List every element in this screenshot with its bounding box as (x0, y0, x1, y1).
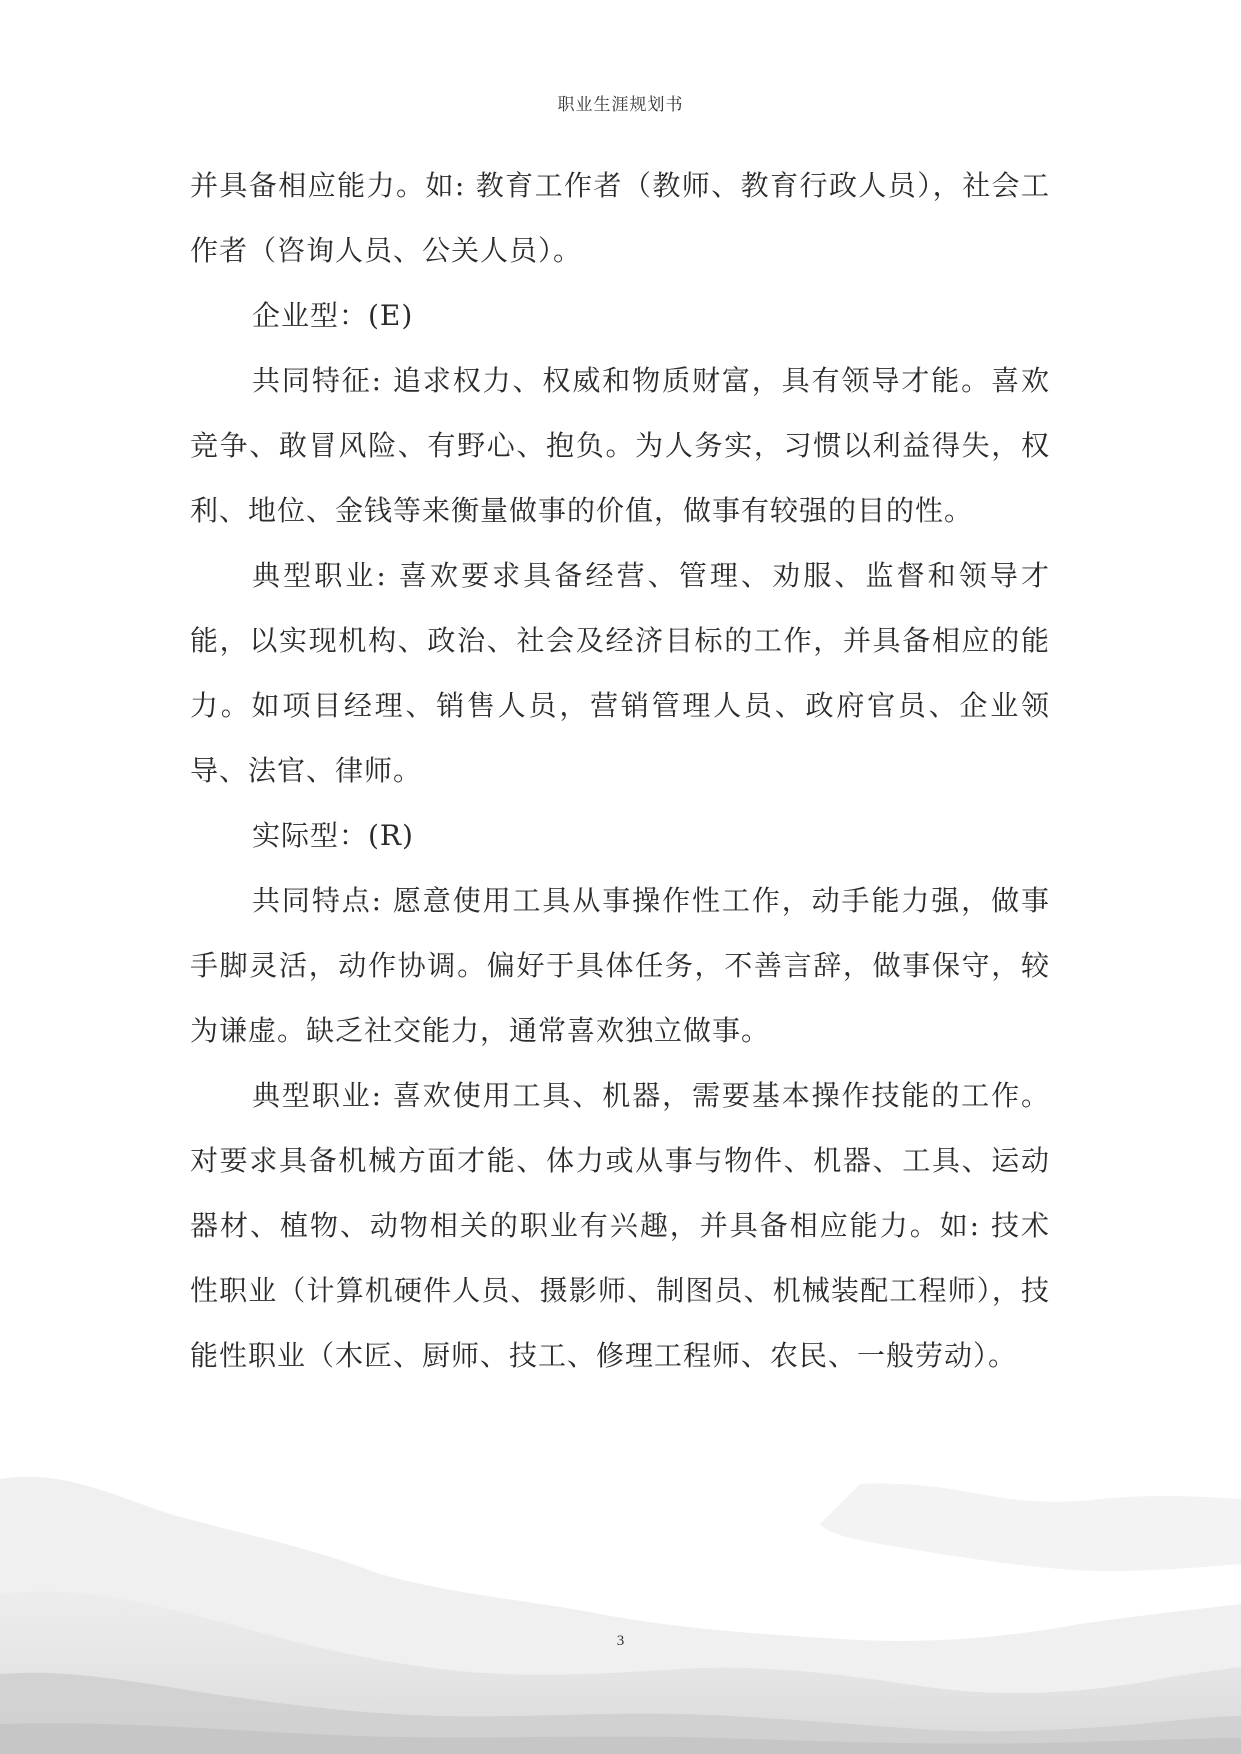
paragraph-realistic-jobs: 典型职业: 喜欢使用工具、机器，需要基本操作技能的工作。对要求具备机械方面才能、体力或从事与物件、机器、工具、运动器材、植物、动物相关的职业有兴趣，并具备相应能力。如: 技术性职业（计算机硬件人员、摄影师、制图员、机械装配工程师），技能性职业（木匠、厨师、技工、修理工程师、农民、一般劳动）。 (190, 1079, 1050, 1372)
paragraph-enterprising-jobs: 典型职业: 喜欢要求具备经营、管理、劝服、监督和领导才能，以实现机构、政治、社会及经济目标的工作，并具备相应的能力。如项目经理、销售人员，营销管理人员、政府官员、企业领导、法官、律师。 (190, 559, 1050, 787)
page-header-title: 职业生涯规划书 (557, 95, 684, 115)
mountain-landscape-watermark (0, 1424, 1241, 1754)
paragraph-enterprising-traits: 共同特征: 追求权力、权威和物质财富，具有领导才能。喜欢竞争、敢冒风险、有野心、抱负。为人务实，习惯以利益得失，权利、地位、金钱等来衡量做事的价值，做事有较强的目的性。 (190, 364, 1050, 527)
page-number: 3 (616, 1633, 625, 1649)
paragraph-realistic-traits: 共同特点: 愿意使用工具从事操作性工作，动手能力强，做事手脚灵活，动作协调。偏好于具体任务，不善言辞，做事保守，较为谦虚。缺乏社交能力，通常喜欢独立做事。 (190, 884, 1050, 1047)
heading-enterprising-type: 企业型：(E) (252, 299, 414, 332)
document-body (190, 153, 1050, 1388)
heading-realistic-type: 实际型：(R) (252, 819, 414, 852)
paragraph-education-jobs-continued: 并具备相应能力。如: 教育工作者（教师、教育行政人员），社会工作者（咨询人员、公关人员）。 (190, 169, 1050, 267)
